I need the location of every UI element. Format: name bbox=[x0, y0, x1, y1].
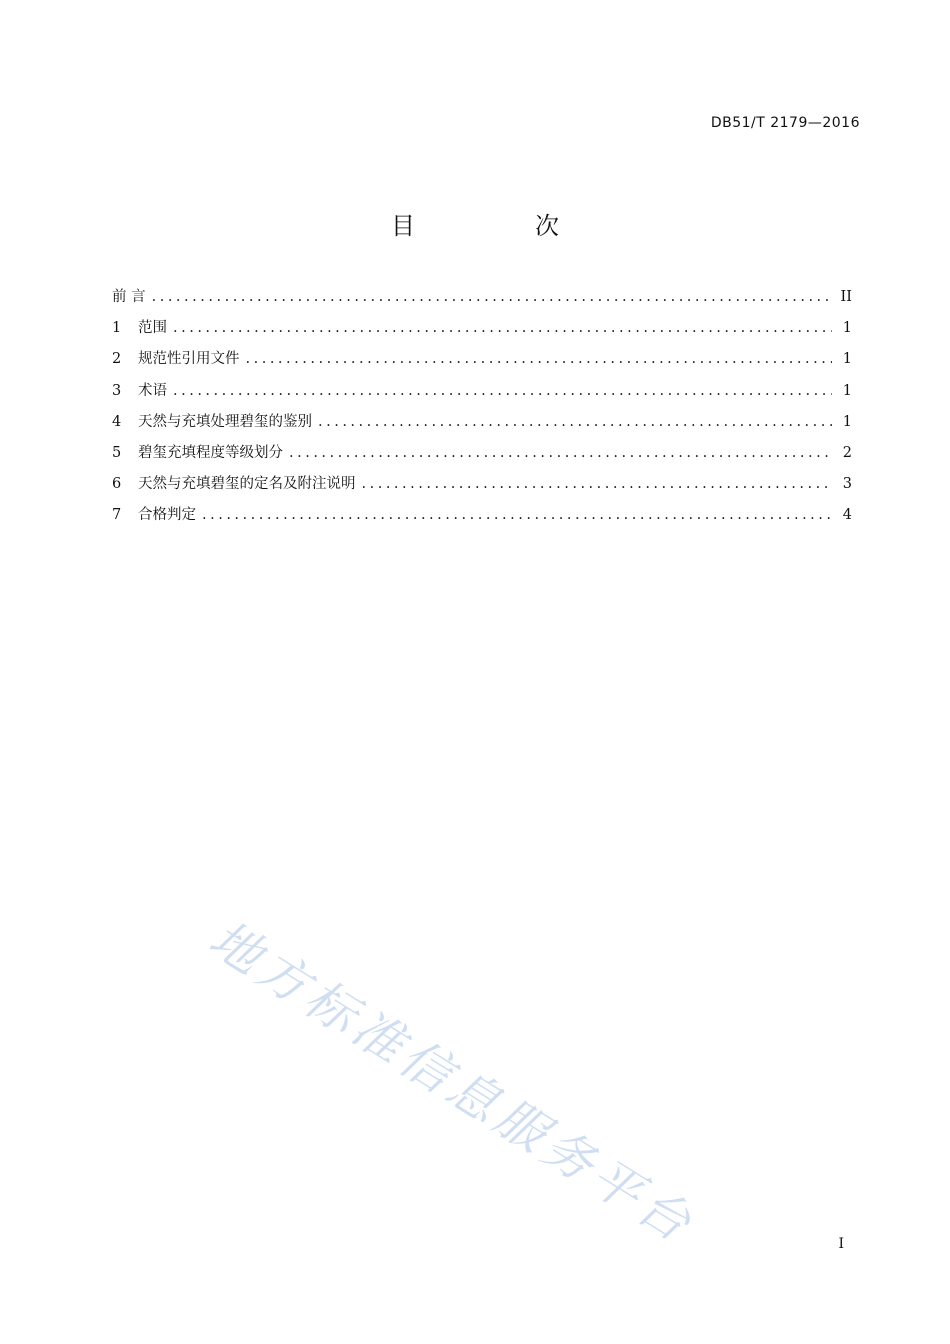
toc-entry-page: 1 bbox=[842, 351, 852, 368]
toc-entry-number: 4 bbox=[112, 413, 122, 430]
toc-entry-7[interactable] bbox=[112, 503, 852, 534]
toc-leader-dots bbox=[152, 289, 832, 305]
toc-entry-page: 1 bbox=[842, 413, 852, 430]
toc-entry-label: 碧玺充填程度等级划分 bbox=[138, 444, 283, 461]
toc-entry-label: 天然与充填碧玺的定名及附注说明 bbox=[138, 476, 356, 493]
toc-entry-3[interactable] bbox=[112, 379, 852, 410]
toc-entry-number: 5 bbox=[112, 444, 122, 461]
toc-entry-page: 1 bbox=[842, 382, 852, 399]
toc-entry-1[interactable] bbox=[112, 316, 852, 347]
toc-entry-number: 6 bbox=[112, 476, 122, 493]
toc-entry-label: 规范性引用文件 bbox=[138, 351, 240, 368]
page-title: 目 次 bbox=[391, 212, 607, 240]
toc-entry-4[interactable] bbox=[112, 410, 852, 441]
toc-entry-page: II bbox=[840, 289, 852, 305]
toc-leader-dots bbox=[318, 414, 832, 430]
toc-leader-dots bbox=[289, 445, 832, 461]
toc-entry-label: 前 言 bbox=[112, 289, 146, 305]
standard-code: DB51/T 2179—2016 bbox=[710, 115, 860, 131]
toc-entry-number: 3 bbox=[112, 382, 122, 399]
toc-entry-label: 术语 bbox=[138, 382, 167, 399]
toc-leader-dots bbox=[202, 507, 832, 523]
toc-leader-dots bbox=[246, 351, 833, 367]
toc-leader-dots bbox=[173, 383, 832, 399]
toc-entry-label: 天然与充填处理碧玺的鉴别 bbox=[138, 413, 312, 430]
toc-entry-2[interactable] bbox=[112, 347, 852, 378]
toc-entry-number: 2 bbox=[112, 351, 122, 368]
toc-entry-page: 4 bbox=[842, 507, 852, 524]
toc-entry-preface[interactable] bbox=[112, 285, 852, 316]
toc-entry-6[interactable] bbox=[112, 472, 852, 503]
table-of-contents bbox=[112, 285, 852, 535]
toc-entry-page: 2 bbox=[842, 444, 852, 461]
watermark: 地方标准信息服务平台 bbox=[199, 909, 706, 1256]
toc-entry-page: 3 bbox=[842, 476, 852, 493]
page-number: I bbox=[838, 1236, 844, 1252]
toc-entry-number: 1 bbox=[112, 320, 122, 337]
toc-entry-number: 7 bbox=[112, 507, 122, 524]
toc-entry-5[interactable] bbox=[112, 441, 852, 472]
toc-entry-label: 合格判定 bbox=[138, 507, 196, 524]
toc-entry-label: 范围 bbox=[138, 320, 167, 337]
toc-entry-page: 1 bbox=[842, 320, 852, 337]
toc-leader-dots bbox=[362, 476, 833, 492]
toc-leader-dots bbox=[173, 320, 832, 336]
